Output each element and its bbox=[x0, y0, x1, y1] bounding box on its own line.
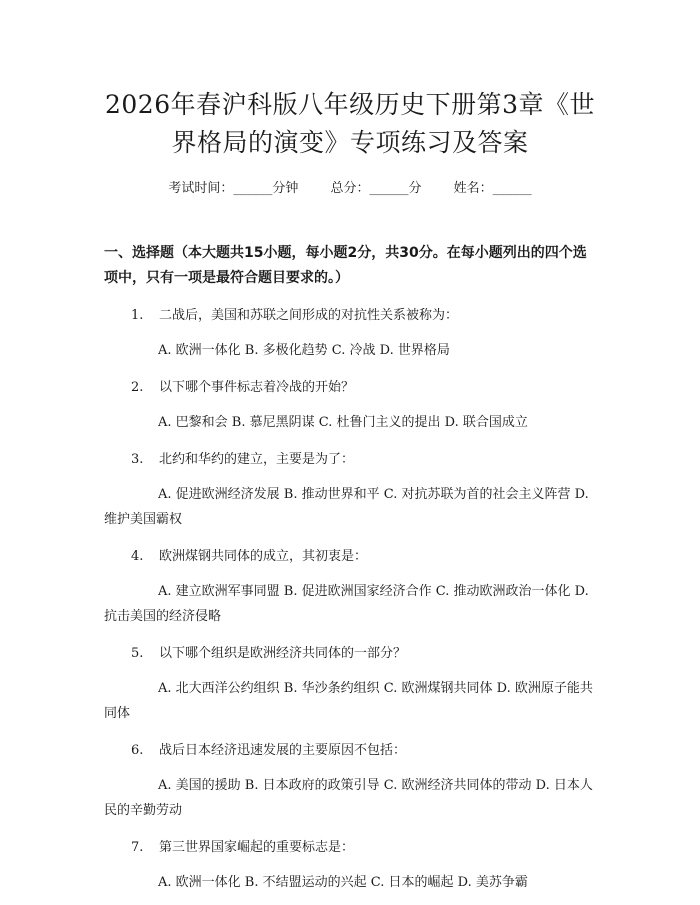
question-stem bbox=[104, 449, 596, 471]
question-text: 以下哪个事件标志着冷战的开始？ bbox=[159, 380, 355, 395]
exam-meta bbox=[104, 180, 596, 198]
title-line-2: 界格局的演变》专项练习及答案 bbox=[171, 128, 529, 157]
question-number: 7. bbox=[131, 840, 144, 855]
question-text: 欧洲煤钢共同体的成立，其初衷是： bbox=[159, 549, 368, 564]
question-number: 1. bbox=[131, 308, 144, 323]
question-stem bbox=[104, 305, 596, 327]
question-text: 二战后，美国和苏联之间形成的对抗性关系被称为： bbox=[159, 308, 459, 323]
question-item bbox=[104, 546, 596, 629]
question-stem bbox=[104, 740, 596, 762]
question-item bbox=[104, 449, 596, 532]
title-line-1: 2026年春沪科版八年级历史下册第3章《世 bbox=[104, 90, 596, 119]
question-stem bbox=[104, 643, 596, 665]
question-number: 4. bbox=[131, 549, 144, 564]
question-options: A. 促进欧洲经济发展 B. 推动世界和平 C. 对抗苏联为首的社会主义阵营 D. 维护美国霸权 bbox=[104, 487, 589, 527]
question-item bbox=[104, 837, 596, 895]
question-item bbox=[104, 740, 596, 823]
question-item bbox=[104, 377, 596, 435]
question-item bbox=[104, 643, 596, 726]
question-item bbox=[104, 305, 596, 363]
question-stem bbox=[104, 546, 596, 568]
question-text: 以下哪个组织是欧洲经济共同体的一部分？ bbox=[159, 646, 407, 661]
total-score-field: 总分：______分 bbox=[330, 181, 422, 196]
question-stem bbox=[104, 377, 596, 399]
question-number: 6. bbox=[131, 743, 144, 758]
section-heading: 一、选择题（本大题共15小题，每小题2分，共30分。在每小题列出的四个选项中，只有一项是最符合题目要求的。） bbox=[104, 245, 587, 286]
question-options: A. 巴黎和会 B. 慕尼黑阴谋 C. 杜鲁门主义的提出 D. 联合国成立 bbox=[158, 415, 528, 430]
question-text: 北约和华约的建立，主要是为了： bbox=[159, 452, 355, 467]
question-options: A. 美国的援助 B. 日本政府的政策引导 C. 欧洲经济共同体的带动 D. 日本人民的辛勤劳动 bbox=[104, 778, 593, 818]
document-title bbox=[104, 0, 596, 162]
question-number: 5. bbox=[131, 646, 144, 661]
exam-time-field: 考试时间：______分钟 bbox=[168, 181, 299, 196]
question-options: A. 建立欧洲军事同盟 B. 促进欧洲国家经济合作 C. 推动欧洲政治一体化 D. 抗击美国的经济侵略 bbox=[104, 584, 589, 624]
question-options: A. 欧洲一体化 B. 不结盟运动的兴起 C. 日本的崛起 D. 美苏争霸 bbox=[158, 875, 528, 890]
student-name-field: 姓名：______ bbox=[453, 181, 532, 196]
question-number: 3. bbox=[131, 452, 144, 467]
question-options: A. 北大西洋公约组织 B. 华沙条约组织 C. 欧洲煤钢共同体 D. 欧洲原子能共同体 bbox=[104, 681, 593, 721]
question-list bbox=[104, 305, 596, 895]
question-options: A. 欧洲一体化 B. 多极化趋势 C. 冷战 D. 世界格局 bbox=[158, 343, 450, 358]
question-text: 第三世界国家崛起的重要标志是： bbox=[159, 840, 355, 855]
question-text: 战后日本经济迅速发展的主要原因不包括： bbox=[159, 743, 407, 758]
question-stem bbox=[104, 837, 596, 859]
question-number: 2. bbox=[131, 380, 144, 395]
